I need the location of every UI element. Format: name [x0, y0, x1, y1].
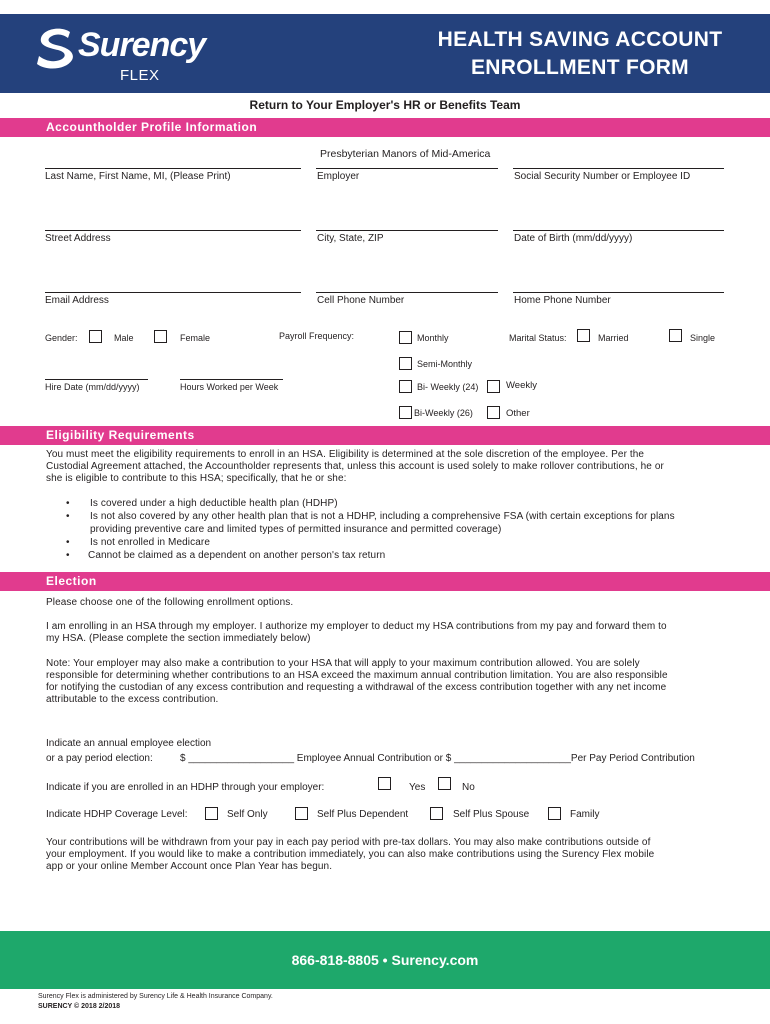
name-field-line[interactable] — [45, 168, 301, 169]
election-choose-text: Please choose one of the following enrollment options. — [46, 597, 294, 608]
ssn-field-label: Social Security Number or Employee ID — [514, 171, 691, 182]
coverage-self-dependent-label: Self Plus Dependent — [317, 809, 409, 820]
email-field-line[interactable] — [45, 292, 301, 293]
coverage-self-spouse-checkbox[interactable] — [430, 807, 443, 820]
coverage-self-spouse-label: Self Plus Spouse — [453, 809, 530, 820]
contribution-info-line3: app or your online Member Account once Plan Year has begun. — [46, 861, 333, 872]
payroll-biweekly24-checkbox[interactable] — [399, 380, 412, 393]
eligibility-intro — [46, 449, 746, 485]
election-note-line4: attributable to the excess contribution. — [46, 694, 219, 705]
list-item: • Is not also covered by any other health plan that is not a HDHP, including a comprehensive FSA (with certain exceptions for plans — [66, 511, 675, 522]
return-instructions: Return to Your Employer's HR or Benefits Team — [249, 98, 521, 112]
section-heading-profile: Accountholder Profile Information — [46, 120, 258, 134]
coverage-level-label: Indicate HDHP Coverage Level: — [46, 809, 188, 820]
coverage-family-checkbox[interactable] — [548, 807, 561, 820]
contribution-amount-fields[interactable]: $ ___________________ Employee Annual Contribution or $ _____________________Per Pay Period Contribution — [180, 753, 695, 764]
marital-single-checkbox[interactable] — [669, 329, 682, 342]
payroll-semimonthly-checkbox[interactable] — [399, 357, 412, 370]
dob-field-line[interactable] — [513, 230, 724, 231]
contribution-info-line2: your employment. If you would like to make a contribution immediately, you can also make contributions using the Surency Flex mobile — [46, 849, 655, 860]
eligibility-intro-line3: she is eligible to contribute to this HSA; specifically, that he or she: — [46, 473, 347, 484]
coverage-self-only-label: Self Only — [227, 809, 268, 820]
employer-value[interactable]: Presbyterian Manors of Mid-America — [320, 148, 491, 160]
eligibility-intro-line2: Custodial Agreement attached, the Accountholder represents that, unless this account is used solely to make rollover contributions, he or — [46, 461, 664, 472]
coverage-family-label: Family — [570, 809, 600, 820]
home-phone-field-label: Home Phone Number — [514, 295, 611, 306]
list-item-continuation: providing preventive care and limited types of permitted insurance and permitted coverage) — [90, 524, 502, 535]
form-title — [390, 26, 770, 82]
section-bar-eligibility — [0, 426, 770, 445]
contribution-info-text — [46, 837, 746, 873]
hire-date-field-line[interactable] — [45, 379, 148, 380]
payroll-weekly-checkbox[interactable] — [487, 380, 500, 393]
marital-single-label: Single — [690, 333, 716, 343]
eligibility-bullets — [66, 498, 756, 563]
email-field-label: Email Address — [45, 295, 109, 306]
election-enroll-text — [46, 621, 746, 645]
marital-married-checkbox[interactable] — [577, 329, 590, 342]
hdhp-no-label: No — [462, 782, 475, 793]
payroll-other-label: Other — [506, 408, 530, 419]
payroll-monthly-checkbox[interactable] — [399, 331, 412, 344]
dob-field-label: Date of Birth (mm/dd/yyyy) — [514, 233, 633, 244]
street-field-label: Street Address — [45, 233, 111, 244]
footer-admin-note: Surency Flex is administered by Surency Life & Health Insurance Company. — [38, 993, 273, 1000]
hire-date-label: Hire Date (mm/dd/yyyy) — [45, 382, 140, 392]
eligibility-intro-line1: You must meet the eligibility requirements to enroll in an HSA. Eligibility is determined at the sole discretion of the employee. Per the — [46, 449, 645, 460]
payroll-monthly-label: Monthly — [417, 333, 449, 343]
ssn-field-line[interactable] — [513, 168, 724, 169]
payroll-semimonthly-label: Semi-Monthly — [417, 359, 473, 369]
surency-logo — [36, 22, 216, 86]
election-enroll-line2: my HSA. (Please complete the section immediately below) — [46, 633, 311, 644]
list-item: • Is not enrolled in Medicare — [66, 537, 210, 548]
annual-election-label: Indicate an annual employee election — [46, 738, 212, 749]
payroll-other-checkbox[interactable] — [487, 406, 500, 419]
hdhp-yes-label: Yes — [409, 782, 426, 793]
section-heading-election: Election — [46, 574, 97, 588]
name-field-label: Last Name, First Name, MI, (Please Print) — [45, 171, 231, 182]
city-field-label: City, State, ZIP — [317, 233, 384, 244]
street-field-line[interactable] — [45, 230, 301, 231]
footer-contact[interactable]: 866-818-8805 • Surency.com — [291, 952, 479, 968]
coverage-self-only-checkbox[interactable] — [205, 807, 218, 820]
surency-s-mark-icon — [36, 26, 76, 70]
gender-male-checkbox[interactable] — [89, 330, 102, 343]
footer-copyright: SURENCY © 2018 2/2018 — [38, 1003, 121, 1010]
hdhp-question-label: Indicate if you are enrolled in an HDHP through your employer: — [46, 782, 325, 793]
home-phone-field-line[interactable] — [513, 292, 724, 293]
footer-band — [0, 931, 770, 989]
election-note-line2: responsible for determining whether contributions to an HSA exceed the maximum annual contribution limitation. You are also responsible — [46, 670, 668, 681]
section-bar-election — [0, 572, 770, 591]
gender-label: Gender: — [45, 333, 78, 343]
hours-field-line[interactable] — [180, 379, 283, 380]
gender-female-label: Female — [180, 333, 211, 343]
gender-male-label: Male — [114, 333, 134, 343]
payroll-frequency-label: Payroll Frequency: — [279, 331, 355, 341]
logo-wordmark: Surency — [78, 26, 206, 64]
hdhp-yes-checkbox[interactable] — [378, 777, 391, 790]
election-note-line1: Note: Your employer may also make a contribution to your HSA that will apply to your maximum contribution allowed. You are solely — [46, 658, 640, 669]
city-field-line[interactable] — [316, 230, 498, 231]
payroll-weekly-label: Weekly — [506, 380, 537, 391]
form-title-line1: HEALTH SAVING ACCOUNT — [437, 28, 723, 51]
election-note-line3: for notifying the custodian of any excess contribution and requesting a withdrawal of the excess contribution together with any net income — [46, 682, 667, 693]
coverage-self-dependent-checkbox[interactable] — [295, 807, 308, 820]
cell-phone-field-line[interactable] — [316, 292, 498, 293]
contribution-info-line1: Your contributions will be withdrawn from your pay in each pay period with pre-tax dollars. You may also make contributions outside of — [46, 837, 651, 848]
section-heading-eligibility: Eligibility Requirements — [46, 428, 195, 442]
employer-field-line[interactable] — [316, 168, 498, 169]
pay-period-election-label: or a pay period election: — [46, 753, 153, 764]
election-note-text — [46, 658, 746, 706]
payroll-biweekly24-label: Bi- Weekly (24) — [417, 382, 479, 392]
logo-flex-label: FLEX — [120, 67, 160, 84]
payroll-biweekly26-label: Bi-Weekly (26) — [414, 408, 473, 418]
form-title-line2: ENROLLMENT FORM — [471, 56, 689, 79]
cell-phone-field-label: Cell Phone Number — [317, 295, 405, 306]
section-bar-profile — [0, 118, 770, 137]
marital-status-label: Marital Status: — [509, 333, 567, 343]
page-header — [0, 0, 770, 93]
marital-married-label: Married — [598, 333, 629, 343]
gender-female-checkbox[interactable] — [154, 330, 167, 343]
hours-worked-label: Hours Worked per Week — [180, 382, 279, 392]
hdhp-no-checkbox[interactable] — [438, 777, 451, 790]
list-item: • Is covered under a high deductible health plan (HDHP) — [66, 498, 338, 509]
employer-field-label: Employer — [317, 171, 360, 182]
payroll-biweekly26-checkbox[interactable] — [399, 406, 412, 419]
list-item: • Cannot be claimed as a dependent on another person's tax return — [66, 550, 386, 561]
election-enroll-line1: I am enrolling in an HSA through my employer. I authorize my employer to deduct my HSA contributions from my pay and forward them to — [46, 621, 667, 632]
